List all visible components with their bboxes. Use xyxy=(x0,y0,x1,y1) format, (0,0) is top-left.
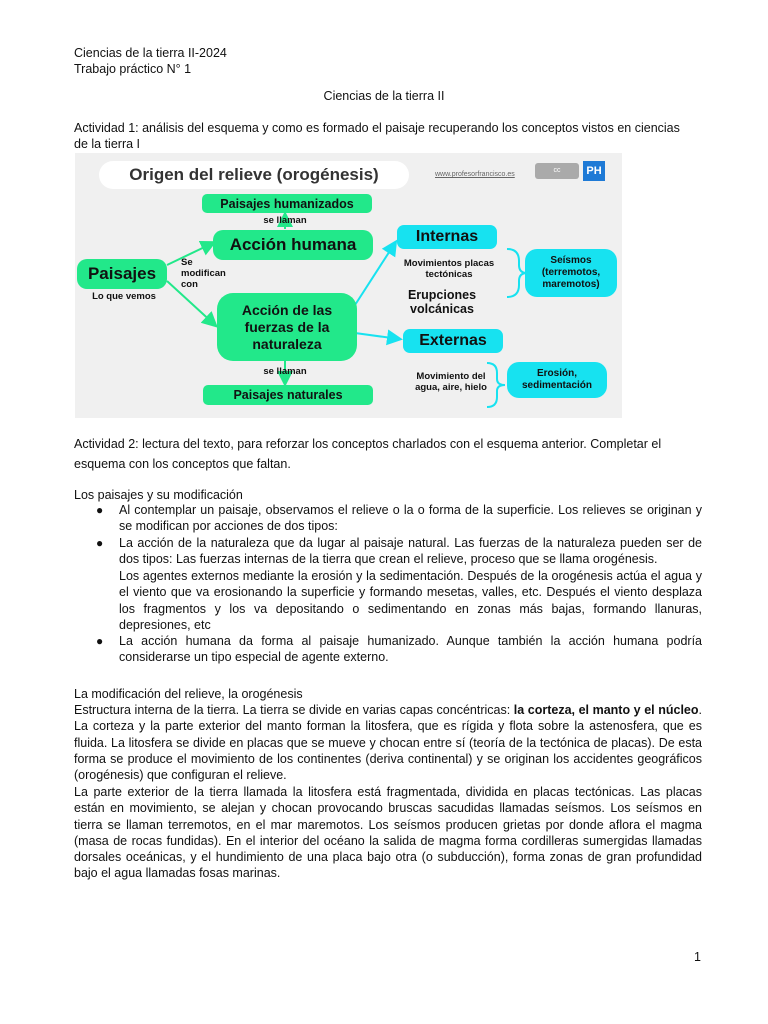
ph-logo: PH xyxy=(583,161,605,181)
section-2-heading: La modificación del relieve, la orogénesis xyxy=(74,687,303,701)
label-se-llaman-naturales: se llaman xyxy=(263,366,307,377)
activity-1-line-2: de la tierra I xyxy=(74,137,141,151)
bracket-erosion xyxy=(487,363,505,407)
node-paisajes-humanizados: Paisajes humanizados xyxy=(202,194,372,213)
node-erosion: Erosión, sedimentación xyxy=(507,362,607,398)
node-accion-fuerzas: Acción de las fuerzas de la naturaleza xyxy=(217,293,357,361)
bullet-marker: ● xyxy=(96,536,104,550)
bracket-seismos xyxy=(507,249,527,297)
relief-origin-diagram xyxy=(75,153,622,418)
header-line-2: Trabajo práctico N° 1 xyxy=(74,62,192,76)
bullet-3-text: La acción humana da forma al paisaje humanizado. Aunque también la acción humana podría considerarse un tipo especial de agente externo. xyxy=(119,634,702,665)
label-se-llaman-humanizados: se llaman xyxy=(263,215,307,226)
diagram-title: Origen del relieve (orogénesis) xyxy=(129,165,379,184)
diagram-site-link: www.profesorfrancisco.es xyxy=(435,171,515,178)
header-line-1: Ciencias de la tierra II-2024 xyxy=(74,46,227,60)
bullet-2-continuation: Los agentes externos mediante la erosión y la sedimentación. Después de la orogénesis actúa el agua y el viento que va erosionando la superficie y formando mesetas, valles, etc. Después el viento desplaza los fragmentos y los va depositando o sedimentando en zonas más bajas, formando llanuras, depresiones, etc xyxy=(119,569,702,632)
node-accion-humana: Acción humana xyxy=(213,230,373,260)
p1-text-b: . La corteza y la parte exterior del manto forman la litosfera, que es rígida y flota sobre la astenosfera, que es fluida. La litosfera se divide en placas que se mueve y chocan entre sí (teoría de la tectónica de placas). De esta forma se produce el movimiento de los continentes (deriva continental) y se originan los accidentes geográficos (orogénesis) que configuran el relieve. xyxy=(74,703,702,783)
bullet-2-text: La acción de la naturaleza que da lugar al paisaje natural. Las fuerzas de la naturaleza pueden ser de dos tipos: Las fuerzas internas de la tierra que crean el relieve, proceso que se llama orogénesis. xyxy=(119,536,702,567)
node-paisajes: Paisajes xyxy=(77,259,167,289)
label-erupciones: Erupciones volcánicas xyxy=(407,288,477,316)
label-movimiento-agua: Movimiento del agua, aire, hielo xyxy=(415,371,487,393)
node-externas: Externas xyxy=(403,329,503,353)
bullet-1-text: Al contemplar un paisaje, observamos el relieve o la o forma de la superficie. Los relieves se originan y se modifican por acciones de dos tipos: xyxy=(119,503,702,534)
p1-bold-layers: la corteza, el manto y el núcleo xyxy=(513,703,699,717)
section-1-heading: Los paisajes y su modificación xyxy=(74,488,243,502)
arrow-to-externas xyxy=(355,333,399,339)
node-internas: Internas xyxy=(397,225,497,249)
bullet-marker: ● xyxy=(96,503,104,517)
label-se-modifican: Se modifican con xyxy=(181,257,226,290)
section-2-paragraph-2: La parte exterior de la tierra llamada la litosfera está fragmentada, dividida en placas tectónicas. Las placas están en movimiento, se alejan y chocan provocando bruscas sacudidas llamadas seísmos. Los seísmos en tierra se llaman terremotos, en el mar maremotos. Los seísmos producen grietas por donde aflora el magma (masa de rocas fundidas). En el interior del océano la salida de magma forma cordilleras sumergidas llamadas dorsales oceánicas, y el hundimiento de una placa bajo otra (o subducción), forma zonas de gran profundidad bajo el agua llamadas fosas marinas. xyxy=(74,785,702,881)
bullet-marker: ● xyxy=(96,634,104,648)
document-title: Ciencias de la tierra II xyxy=(323,89,445,103)
p1-text-a: Estructura interna de la tierra. La tierra se divide en varias capas concéntricas: xyxy=(74,703,514,717)
section-2-paragraph-1 xyxy=(74,702,702,783)
label-movimientos-placas: Movimientos placas tectónicas xyxy=(403,258,495,280)
activity-1-line-1: Actividad 1: análisis del esquema y como es formado el paisaje recuperando los conceptos vistos en ciencias xyxy=(74,121,680,135)
activity-2-line-1: Actividad 2: lectura del texto, para reforzar los conceptos charlados con el esquema anterior. Completar el xyxy=(74,437,662,451)
activity-2-line-2: esquema con los conceptos que faltan. xyxy=(74,457,291,471)
cc-license-badge: cc xyxy=(535,163,579,179)
label-lo-que-vemos: Lo que vemos xyxy=(92,291,156,302)
node-seismos: Seísmos (terremotos, maremotos) xyxy=(525,249,617,297)
node-paisajes-naturales: Paisajes naturales xyxy=(203,385,373,405)
page-number: 1 xyxy=(694,950,701,964)
